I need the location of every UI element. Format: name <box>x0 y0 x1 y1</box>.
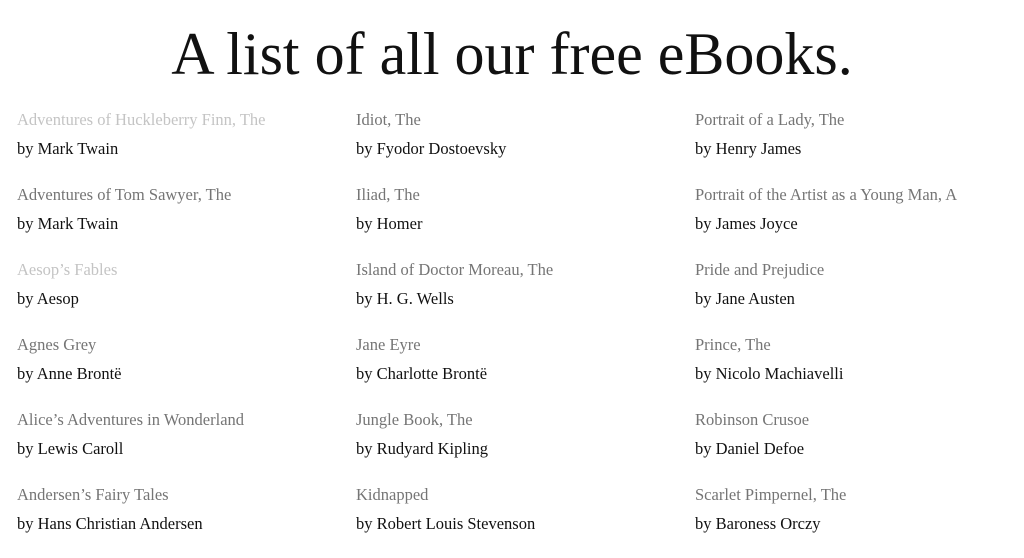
book-author: by Daniel Defoe <box>695 439 805 458</box>
book-title-link[interactable]: Alice’s Adventures in Wonderland <box>17 410 245 429</box>
book-item[interactable] <box>695 333 1024 408</box>
book-title-link[interactable]: Kidnapped <box>356 485 429 504</box>
page-title: A list of all our free eBooks. <box>171 21 853 87</box>
book-author: by Homer <box>356 214 423 233</box>
book-item[interactable] <box>695 483 1024 558</box>
book-title-link[interactable]: Scarlet Pimpernel, The <box>695 485 847 504</box>
book-author: by Baroness Orczy <box>695 514 821 533</box>
book-item[interactable] <box>17 183 347 258</box>
book-author: by Nicolo Machiavelli <box>695 364 844 383</box>
book-author: by Mark Twain <box>17 214 119 233</box>
book-title-link[interactable]: Portrait of a Lady, The <box>695 110 845 129</box>
book-author: by Robert Louis Stevenson <box>356 514 536 533</box>
book-author: by Jane Austen <box>695 289 795 308</box>
book-author: by Mark Twain <box>17 139 119 158</box>
book-title-link[interactable]: Island of Doctor Moreau, The <box>356 260 554 279</box>
book-title-link[interactable]: Robinson Crusoe <box>695 410 810 429</box>
book-item[interactable] <box>695 408 1024 483</box>
book-author: by Fyodor Dostoevsky <box>356 139 507 158</box>
book-author: by Aesop <box>17 289 79 308</box>
book-column-3 <box>695 108 1024 558</box>
book-title-link[interactable]: Agnes Grey <box>17 335 97 354</box>
book-item[interactable] <box>356 258 686 333</box>
book-item[interactable] <box>356 183 686 258</box>
book-item[interactable] <box>356 483 686 558</box>
book-title-link[interactable]: Prince, The <box>695 335 771 354</box>
book-title-link[interactable]: Jungle Book, The <box>356 410 473 429</box>
book-item[interactable] <box>695 108 1024 183</box>
book-item[interactable] <box>356 333 686 408</box>
book-title-link[interactable]: Jane Eyre <box>356 335 421 354</box>
book-title-link[interactable]: Andersen’s Fairy Tales <box>17 485 169 504</box>
book-item[interactable] <box>17 258 347 333</box>
book-author: by Anne Brontë <box>17 364 122 383</box>
book-author: by Lewis Caroll <box>17 439 124 458</box>
book-item[interactable] <box>17 333 347 408</box>
book-title-link[interactable]: Portrait of the Artist as a Young Man, A <box>695 185 958 204</box>
book-item[interactable] <box>17 408 347 483</box>
book-title-link[interactable]: Idiot, The <box>356 110 421 129</box>
book-title-link[interactable]: Adventures of Huckleberry Finn, The <box>17 110 266 129</box>
book-item[interactable] <box>356 108 686 183</box>
book-title-link[interactable]: Adventures of Tom Sawyer, The <box>17 185 232 204</box>
book-author: by James Joyce <box>695 214 798 233</box>
book-item[interactable] <box>695 258 1024 333</box>
book-item[interactable] <box>17 483 347 558</box>
book-author: by Rudyard Kipling <box>356 439 488 458</box>
book-item[interactable] <box>17 108 347 183</box>
book-item[interactable] <box>695 183 1024 258</box>
book-title-link[interactable]: Iliad, The <box>356 185 420 204</box>
book-column-1 <box>17 108 347 558</box>
book-author: by H. G. Wells <box>356 289 454 308</box>
book-column-2 <box>356 108 686 558</box>
book-author: by Henry James <box>695 139 802 158</box>
book-title-link[interactable]: Aesop’s Fables <box>17 260 118 279</box>
book-item[interactable] <box>356 408 686 483</box>
book-title-link[interactable]: Pride and Prejudice <box>695 260 825 279</box>
book-author: by Hans Christian Andersen <box>17 514 203 533</box>
book-author: by Charlotte Brontë <box>356 364 488 383</box>
